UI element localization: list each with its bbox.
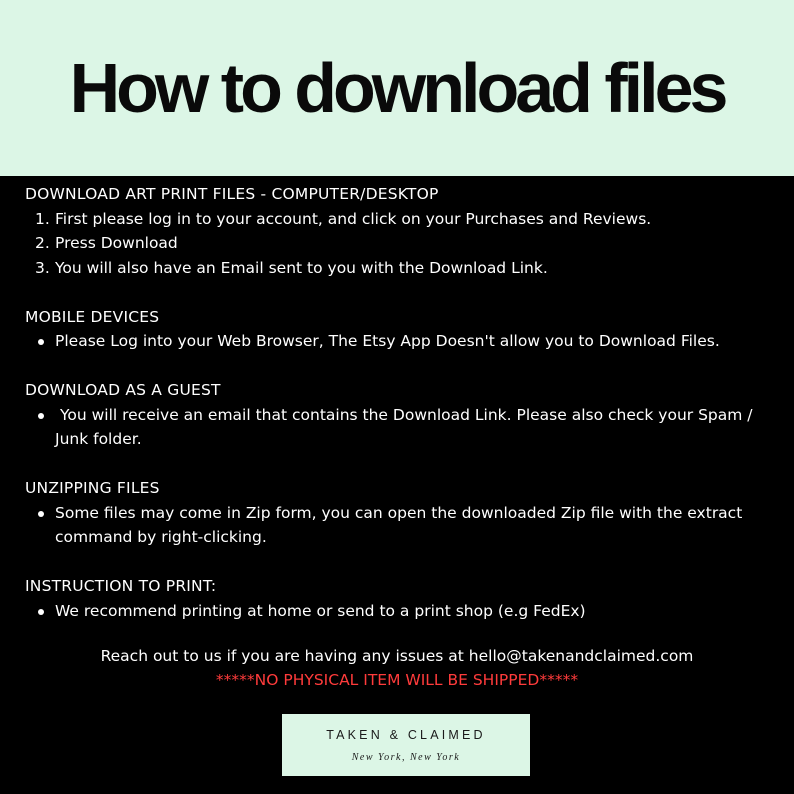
desktop-steps-list (25, 207, 775, 281)
list-item-text: Please Log into your Web Browser, The Etsy App Doesn't allow you to Download Files. (55, 332, 720, 350)
section-desktop (25, 182, 775, 280)
guest-list (25, 403, 775, 452)
section-title-unzip: UNZIPPING FILES (25, 479, 160, 497)
instructions-body (25, 182, 775, 648)
step-number: 1. (35, 209, 50, 228)
section-print (25, 574, 775, 623)
step-text: You will also have an Email sent to you with the Download Link. (55, 258, 548, 277)
bullet-icon (38, 339, 44, 345)
list-item (25, 231, 775, 256)
list-item (25, 207, 775, 232)
bullet-icon (38, 511, 44, 517)
step-number: 3. (35, 258, 50, 277)
section-unzip (25, 476, 775, 550)
bullet-icon (38, 413, 44, 419)
list-item-text: Some files may come in Zip form, you can open the downloaded Zip file with the extract command by right-clicking. (55, 503, 743, 546)
mobile-list (25, 329, 775, 354)
title-banner (0, 0, 794, 176)
step-text: Press Download (55, 234, 178, 252)
list-item (25, 329, 775, 354)
list-item-text: We recommend printing at home or send to a print shop (e.g FedEx) (55, 601, 586, 620)
shipping-warning: *****NO PHYSICAL ITEM WILL BE SHIPPED***** (215, 671, 579, 689)
section-title-print: INSTRUCTION TO PRINT: (25, 577, 217, 595)
section-title-guest: DOWNLOAD AS A GUEST (25, 381, 221, 399)
list-item (25, 501, 775, 550)
print-list (25, 599, 775, 624)
bullet-icon (38, 609, 44, 615)
brand-logo (282, 714, 530, 776)
section-guest (25, 378, 775, 452)
contact-line: Reach out to us if you are having any issues at hello@takenandclaimed.com (100, 647, 694, 665)
list-item-text: You will receive an email that contains the Download Link. Please also check your Spam / Junk folder. (55, 405, 758, 448)
section-title-desktop: DOWNLOAD ART PRINT FILES - COMPUTER/DESKTOP (25, 185, 439, 203)
step-text: First please log in to your account, and click on your Purchases and Reviews. (55, 209, 652, 228)
logo-name: TAKEN & CLAIMED (326, 728, 486, 742)
step-number: 2. (35, 234, 50, 252)
unzip-list (25, 501, 775, 550)
list-item (25, 403, 775, 452)
list-item (25, 256, 775, 281)
section-mobile (25, 305, 775, 354)
page-title: How to download files (69, 49, 725, 127)
section-title-mobile: MOBILE DEVICES (25, 307, 160, 326)
list-item (25, 599, 775, 624)
logo-location: New York, New York (351, 752, 461, 763)
